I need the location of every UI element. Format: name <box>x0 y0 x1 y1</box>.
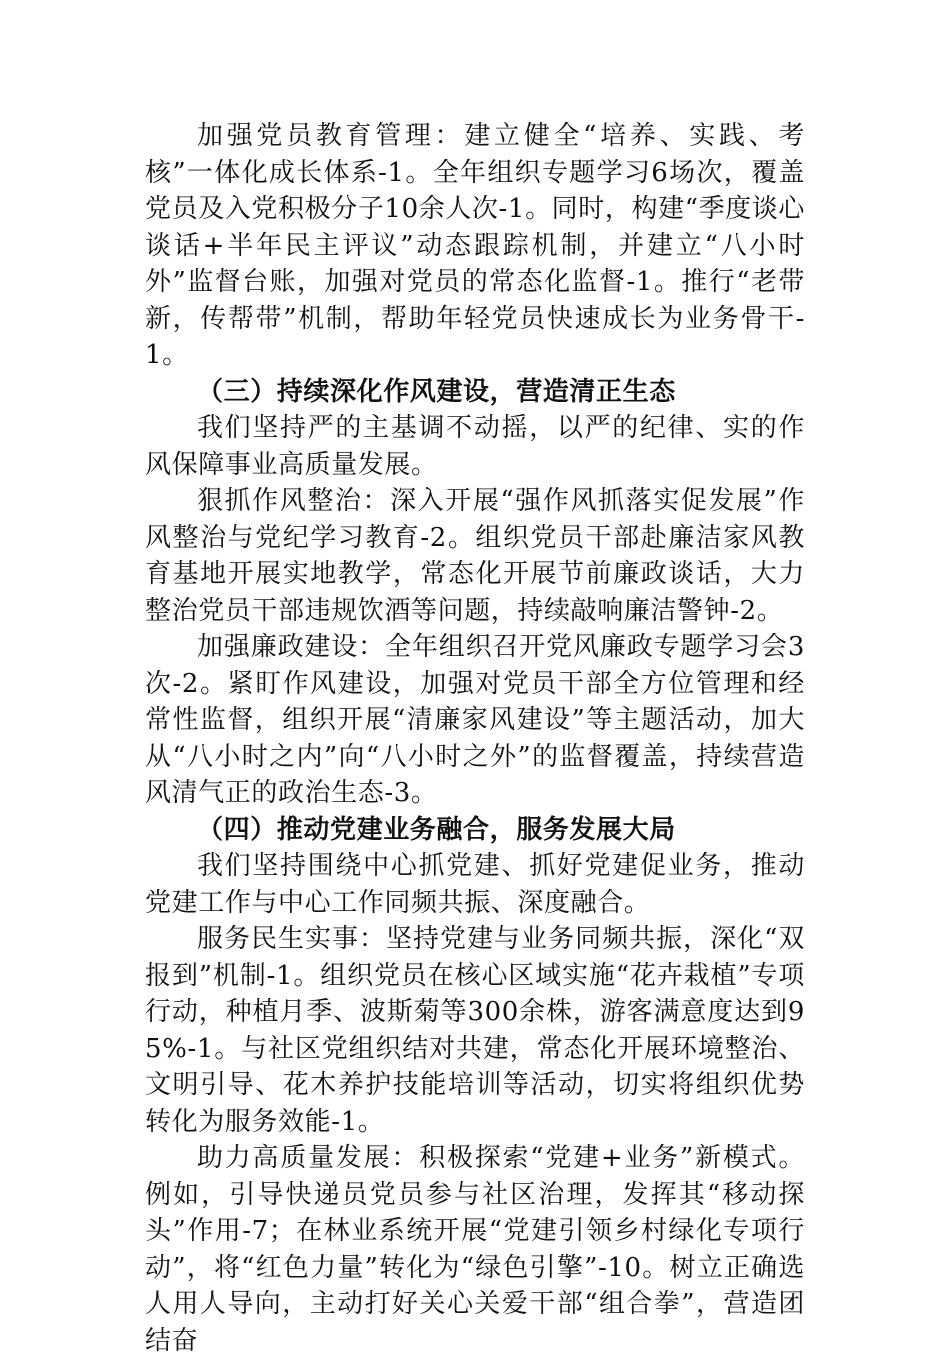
paragraph-section-4-intro: 我们坚持围绕中心抓党建、抓好党建促业务，推动党建工作与中心工作同频共振、深度融合。 <box>145 851 805 918</box>
paragraph-party-education: 加强党员教育管理：建立健全“培养、实践、考核”一体化成长体系-1。全年组织专题学习6场次，覆盖党员及入党积极分子10余人次-1。同时，构建“季度谈心谈话+半年民主评议”动态跟踪机制，并建立“八小时外”监督台账，加强对党员的常态化监督-1。推行“老带新，传帮带”机制，帮助年轻党员快速成长为业务骨干-1。 <box>145 121 805 370</box>
section-heading-3: （三）持续深化作风建设，营造清正生态 <box>197 376 676 407</box>
paragraph-style-rectification: 狠抓作风整治：深入开展“强作风抓落实促发展”作风整治与党纪学习教育-2。组织党员干部赴廉洁家风教育基地开展实地教学，常态化开展节前廉政谈话，大力整治党员干部违规饮酒等问题，持续敲响廉洁警钟-2。 <box>145 486 805 626</box>
paragraph-public-service: 服务民生实事：坚持党建与业务同频共振，深化“双报到”机制-1。组织党员在核心区域实施“花卉栽植”专项行动，种植月季、波斯菊等300余株，游客满意度达到95%-1。与社区党组织结对共建，常态化开展环境整治、文明引导、花木养护技能培训等活动，切实将组织优势转化为服务效能-1。 <box>145 924 805 1137</box>
paragraph-section-3-intro: 我们坚持严的主基调不动摇，以严的纪律、实的作风保障事业高质量发展。 <box>145 413 805 480</box>
document-body <box>145 118 805 1359</box>
paragraph-high-quality-development: 助力高质量发展：积极探索“党建+业务”新模式。例如，引导快递员党员参与社区治理，发挥其“移动探头”作用-7；在林业系统开展“党建引领乡村绿化专项行动”，将“红色力量”转化为“绿色引擎”-10。树立正确选人用人导向，主动打好关心关爱干部“组合拳”，营造团结奋 <box>145 1143 805 1356</box>
section-heading-4: （四）推动党建业务融合，服务发展大局 <box>197 814 676 845</box>
paragraph-integrity-building: 加强廉政建设：全年组织召开党风廉政专题学习会3次-2。紧盯作风建设，加强对党员干部全方位管理和经常性监督，组织开展“清廉家风建设”等主题活动，加大从“八小时之内”向“八小时之外”的监督覆盖，持续营造风清气正的政治生态-3。 <box>145 632 805 808</box>
